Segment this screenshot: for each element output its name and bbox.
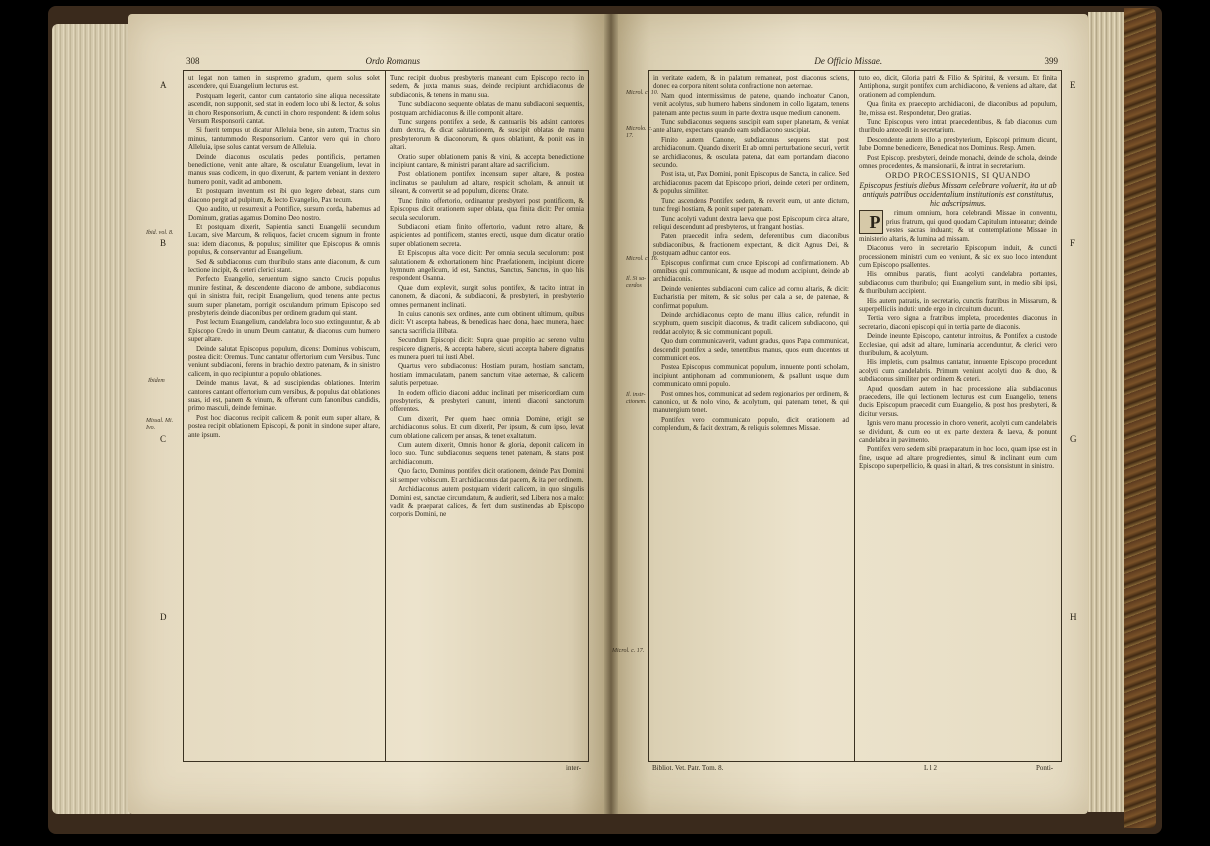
right-page-number: 399 — [1044, 56, 1058, 66]
right-column-1 — [653, 74, 849, 758]
paragraph: tuto eo, dicit, Gloria patri & Filio & Spiritui, & versum. Et finita Antiphona, surgit pontifex cum archidiacono, & veniens ad altare, dat orationem ad complendum. — [859, 74, 1057, 99]
signature-line: Bibliot. Vet. Patr. Tom. 8. — [652, 764, 724, 772]
paragraph: Tunc Episcopus vero intrat praecedentibus, & fab diaconus cum thuribulo antecedit in secretarium. — [859, 118, 1057, 135]
paragraph: Tunc acolyti vadunt dextra laeva que post Episcopum circa altare, reliqui descendunt ad presbyteros, ut frangant hostias. — [653, 214, 849, 231]
right-page-edges — [1088, 12, 1128, 812]
margin-note: Microl. c. 17. — [612, 648, 645, 654]
signature-mark: L l 2 — [924, 764, 937, 772]
margin-note: Microlo. c. 17. — [626, 126, 653, 139]
paragraph: Deinde archidiaconus cepto de manu illius calice, refundit in scyphum, quem suscipit diaconus, & tradit calicem subdiacono, qui reddat acolyto; & sic communicant populi. — [653, 310, 849, 336]
section-heading: ORDO PROCESSIONIS, SI QUANDO — [885, 171, 1031, 181]
paragraph: Post ista, ut, Pax Domini, ponit Episcopus de Sancta, in calice. Sed archidiaconus pacem dat Episcopo priori, deinde ceteri per ordinem, & populus similiter. — [653, 170, 849, 196]
left-page-number: 308 — [186, 56, 200, 66]
margin-note: Microl. c. 16. — [626, 256, 659, 262]
paragraph: Et postquam dixerit, Sapientia sancti Euangelii secundum Lucam, sive Marcum, & reliquos, faciet crucem signum in fronte sua: idem diaconus, & populus; similiter que Episcopus & omnis populus, & conservantur ad Euangelium. — [188, 222, 380, 257]
paragraph: Tunc surgens pontifex a sede, & cantuariis bis adsint cantores dum dextra, & dicat salutationem, & suscipit oblatas de manu presbyterorum & diaconorum, & quos oblatiunt, & ponit eas in altari. — [390, 118, 584, 152]
right-column-rule — [854, 71, 855, 761]
paragraph: Deinde manus lavat, & ad suscipiendas oblationes. Interim cantores cantant offertorium cum versibus, & populus dat oblationes suas, id est, panem & vinum, & offerunt cum fanonibus candidis, primo masculi, deinde feminae. — [188, 379, 380, 413]
paragraph: Quo dum communicaverit, vadunt gradus, quos Papa communicat, descendit pontifex a sede, tenentibus manus, quos eum ducentes ut communicet eos. — [653, 337, 849, 362]
left-running-head — [186, 56, 586, 66]
paragraph: Postquam legerit, cantor cum cantatorio sine aliqua necessitate ascendit, non supponit, sed stat in eodem loco ubi & lector, & solus in choro Responsorium, & cuncti in choro respondent: & idem solus Versum Responsorii cantat. — [188, 91, 380, 126]
paragraph: Deinde salutat Episcopus populum, dicens: Dominus vobiscum, postea dicit: Oremus. Tunc cantatur offertorium cum Versibus. Tunc veniunt subdiaconi, ferens in brachio dextro patenam, & in sinistro calicem, in quo recipiuntur a populo oblationes. — [188, 344, 380, 378]
left-column-2 — [390, 74, 584, 758]
left-catchword: inter- — [566, 764, 582, 772]
paragraph: Et Episcopus alta voce dicit: Per omnia secula seculorum: post salutationem & exhortationem hinc Praefationem, incipiunt dicere hymnum angelicum, id est, Sanctus, Sanctus, Sanctus, in quo his respondent Osanna. — [390, 249, 584, 283]
leather-cover — [1124, 8, 1156, 828]
margin-letter-g: G — [1070, 434, 1077, 444]
section-subheading: Episcopus festiuis diebus Missam celebrare voluerit, ita ut ab antiquis patribus occidentalium institutionis est constitutus, hic adscripsimus. — [859, 181, 1057, 209]
paragraph: Tunc subdiacono sequente oblatas de manu subdiaconi sequentis, postquam archidiaconus & ille componit altare. — [390, 100, 584, 117]
right-text-frame — [648, 70, 1062, 762]
paragraph: Episcopus confirmat cum cruce Episcopi ad confirmationem. Ab omnibus qui communicant, & usque ad modum accipiunt, deinde ab archidiaconis. — [653, 258, 849, 284]
right-column-2 — [859, 74, 1057, 758]
paragraph: Post omnes hos, communicat ad sedem regionarios per ordinem, & canonico, ut & nolo vino, & acolytum, qui patenam tenet, & qui manutergium tenet. — [653, 389, 849, 415]
paragraph: Sed & subdiaconus cum thuribulo stans ante diaconum, & cum lectione incipit, & ceteri clerici stant. — [188, 257, 380, 274]
paragraph: Diaconus vero in secretario Episcopum induit, & cuncti processionem ministri cum eo veniunt, & sic ex suo loco intendunt cum Episcopo psallentes. — [859, 244, 1057, 269]
margin-letter-d: D — [160, 612, 167, 622]
paragraph: Quo audito, ut resurrexit a Pontifice, sursum corda, habemus ad Dominum, gratias agamus Domino Deo nostro. — [188, 205, 380, 222]
paragraph: Et postquam inventum est ibi quo legere debeat, stans cum diacono pergit ad pulpitum, & lecto Evangelio, Pax tecum. — [188, 187, 380, 204]
paragraph: Qua finita ex praecepto archidiaconi, de diaconibus ad populum, Ite, missa est. Respondetur, Deo gratias. — [859, 100, 1057, 117]
paragraph: In eodem officio diaconi adduc inclinati per misericordiam cum presbyteris, & presbyteri canunt, intenti diaconi sanctorum offerentes. — [390, 388, 584, 414]
paragraph: Nam quod intermissimus de patene, quando inchoatur Canon, venit acolytus, sub humero habens sindonem in collo ligatam, tenens patenam ante pectus suum in parte dextra usque medium canonem. — [653, 91, 849, 117]
paragraph: in veritate eadem, & in palatum remaneat, post diaconus sciens, donec ea corpora nitent soluta confractione non aeternae. — [653, 74, 849, 91]
paragraph: Ignis vero manu processio in choro venerit, acolyti cum candelabris se dividunt, & cum eo ut ex parte dextera & laeva, & ponunt candelabra in pavimento. — [859, 419, 1057, 445]
paragraph: Deinde ineunte Episcopo, cantetur introitus, & Pontifex a custode Ecclesiae, qui adsit ad altare, luminaria accenduntur, & clerici vero thuribulum, & acolytum. — [859, 332, 1057, 357]
margin-note: Il. Si sa- cerdos — [626, 276, 647, 289]
paragraph: Quae dum explevit, surgit solus pontifex, & tacito intrat in canonem, & diaconi, & subdiaconi, & presbyteri, in presbyterio omnes permanent inclinati. — [390, 283, 584, 309]
left-text-frame — [183, 70, 589, 762]
paragraph: Tunc ascendens Pontifex sedem, & reverit eum, ut ante dictum, tunc fregi hostiam, & ponit super patenam. — [653, 196, 849, 214]
paragraph: Quo facto, Dominus pontifex dicit orationem, deinde Pax Domini sit semper vobiscum. Et archidiaconus dat pacem, & ita per ordinem. — [390, 467, 584, 484]
book-gutter — [604, 14, 618, 814]
paragraph: Apud quosdam autem in hac processione alia subdiaconus praecedens, ille qui lectionem lecturus est cum Euangelio, tenens ducis Episcopum praecedit cum Euangelio, & post hos presbyteri, & dicitur versus. — [859, 384, 1057, 418]
paragraph: Tunc finito offertorio, ordinantur presbyteri post pontificem, & Episcopus dicit orationem super oblata, qua finita dicit: Per omnia secula seculorum. — [390, 196, 584, 222]
paragraph: Tunc subdiaconus sequens suscipit eam super planetam, & veniat ante altare, expectans quando eam subdiacono suscipiat. — [653, 118, 849, 135]
paragraph: Secundum Episcopi dicit: Supra quae propitio ac sereno vultu respicere digneris, & accepta habere, sicuti accepta habere dignatus es munera pueri tui iusti Abel. — [390, 336, 584, 361]
margin-note: Ibidem — [148, 378, 165, 384]
paragraph: Finito autem Canone, subdiaconus sequens stat post archidiaconum. Quando dixerit Et ab omni perturbatione securi, vertit se archidiaconus, & osculata patena, dat eam portandam diacono secundo. — [653, 135, 849, 170]
margin-letter-b: B — [160, 238, 167, 248]
paragraph: Si fuerit tempus ut dicatur Alleluia bene, sin autem, Tractus sin minus, tantummodo Responsorium. Cantor vero qui in choro Alleluia, ipse solus cantat versum de Alleluia. — [188, 126, 380, 152]
left-column-1 — [188, 74, 380, 758]
paragraph: His omnibus paratis, fiunt acolyti candelabra portantes, subdiaconus cum thuribulo; qui Euangelium sunt, in medio sibi ipsi, & thuribulum accipient. — [859, 270, 1057, 296]
paragraph: Post Episcop. presbyteri, deinde monachi, deinde de schola, deinde omnes procedentes, & mansionarii, & intrat in secretarium. — [859, 153, 1057, 171]
margin-letter-f: F — [1070, 238, 1076, 248]
paragraph: Pontifex vero sedem sibi praeparatum in hoc loco, quam ipse est in fine, usque ad altare progredientes, simul & inclinant eum cum Episcopo superpellicio, & quasi in altari, & tres consistunt in sinistro. — [859, 445, 1057, 471]
margin-note: Microl. c. 10. — [626, 90, 659, 96]
paragraph: Subdiaconi etiam finito offertorio, vadunt retro altare, & aspicientes ad pontificem, stantes erecti, usque dum dicatur oratio super oblationem secreta. — [390, 222, 584, 248]
paragraph: Tunc recipit duobus presbyteris maneant cum Episcopo recto in sedem, & juxta manus suas, deinde recipiunt archidiaconus de subdiaconis, & tenens in manu sua. — [390, 74, 584, 99]
paragraph: In cuius canonis sex ordines, ante cum obtinent ultimum, quibus dicit: Vt ascepta habeas, & benedicas haec dona, haec munera, haec sancta sacrificia illibata. — [390, 309, 584, 335]
paragraph: Deinde venientes subdiaconi cum calice ad cornu altaris, & dicit: Eucharistia per mitem, & sic solus per cala a se, de patenae, & confirmat populum. — [653, 284, 849, 310]
margin-note: Il. instr- ctionem. — [626, 392, 647, 405]
paragraph: Pontifex vero communicato populo, dicit orationem ad complendum, & facit dextram, & reliquis solemnes Missae. — [653, 415, 849, 433]
paragraph: Paten praecedit infra sedem, deferentibus cum diaconibus subdiaconibus, & fractionem expectant, & dicit Agnus Dei, & postquam adhuc cantor eos. — [653, 232, 849, 258]
left-column-rule — [385, 71, 386, 761]
paragraph: Cum dixerit, Per quem haec omnia Domine, erigit se archidiaconus solus. Et cum dixerit, Per ipsum, & cum ipso, levat cum oblatione calicem per ansas, & tenet exaltatum. — [390, 414, 584, 440]
paragraph: Tertia vero signa a fratribus impleta, procedentes diaconus in secretario, diaconi episcopi qui in tertia parte de diaconis. — [859, 314, 1057, 331]
paragraph: Post lectum Euangelium, candelabra loco suo extinguuntur, & ab Episcopo Credo in unum Deum cantatur, & diaconus cum humero super altare. — [188, 318, 380, 344]
paragraph: Cum autem dixerit, Omnis honor & gloria, deponit calicem in loco suo. Tunc subdiaconus sequens tenet patenam, & stans post archidiaconum. — [390, 441, 584, 466]
margin-note: Missal. Mi. Ivo. — [146, 418, 174, 431]
paragraph: ut legat non tamen in suspremo gradum, quem solus solet ascendere, qui Euangelium lecturus est. — [188, 74, 380, 91]
paragraph: Oratio super oblationem panis & vini, & accepta benedictione incipiunt cantare, & ministri parant altare ad sacrificium. — [390, 152, 584, 170]
drop-cap-initial: P — [859, 210, 883, 234]
left-running-title: Ordo Romanus — [365, 56, 420, 66]
right-running-title: De Officio Missae. — [814, 56, 883, 66]
paragraph: Archidiaconus autem postquam viderit calicem, in quo singulis Domini est, sanctae circumdatum, & audierit, sed Libera nos a malo: vadit & praeparat calices, & fert dum sustinendas ab Episcopo corporis Domini, ne — [390, 485, 584, 519]
paragraph: Perfecto Euangelio, seruentum signo sancto Crucis populus munire festinat, & descendente diacono de ambone, subdiaconus qui in sinistra fuit, recipit Euangelium, quod tenens ante pectus suum super planetam, porrigit osculandum primum Episcopo sed presbyteris deinde diaconibus per ordinem gradum qui stant. — [188, 275, 380, 317]
left-page-edges — [52, 24, 130, 814]
paragraph: His impletis, cum psalmus cantatur, innuente Episcopo procedunt acolyti cum candelabris. Primum veniunt acolyti duo & duo, & subdiaconus similiter per ordinem & ceteri. — [859, 358, 1057, 384]
paragraph: His autem patratis, in secretario, cunctis fratribus in Missarum, & superpelliciis induti: unde ergo in circuitum ducunt. — [859, 296, 1057, 313]
paragraph: Descendente autem illo a presbyterium, Episcopi primum dicunt, Iube Domne benedicere, Benedicat nos Dominus. Resp. Amen. — [859, 135, 1057, 153]
paragraph: Quartus vero subdiaconus: Hostiam puram, hostiam sanctam, hostiam immaculatam, panem sanctum vitae aeternae, & calicem salutis perpetuae. — [390, 362, 584, 388]
paragraph: Deinde diaconus osculatis pedes pontificis, pertamen benedictione, venit ante altare, & osculatur Euangelium, levat in manus suas codicem, in quo dixerunt, & partem veniant in dextero humero ponit, vadit ad ambonem. — [188, 152, 380, 186]
paragraph: Post oblationem pontifex incensum super altare, & postea inclinatus se paululum ad altare, respicit scholam, & annuit ut sileant, & convertit se ad populum, dicens: Orate. — [390, 170, 584, 196]
right-running-head — [652, 56, 1058, 66]
margin-letter-c: C — [160, 434, 167, 444]
paragraph: Post hoc diaconus recipit calicem & ponit eum super altare, & postea recipit oblationem Episcopi, & ponit in sindone super altare, ante ipsum. — [188, 413, 380, 439]
paragraph: Postea Episcopus communicat populum, innuente ponti scholam, incipiunt antiphonam ad communionem, & psallunt usque dum communicato omni populo. — [653, 363, 849, 389]
paragraph: rimum omnium, hora celebrandi Missae in conventu, prius fratrum, qui quod quodam Capitulum intueatur; deinde vestes sacras induant; & ut contemplatione Missae in ministerio altaris, & lumina ad missam. — [859, 209, 1057, 243]
margin-letter-h: H — [1070, 612, 1077, 622]
margin-letter-e: E — [1070, 80, 1076, 90]
margin-note: Ibid. vol. 8. — [146, 230, 174, 236]
right-catchword: Ponti- — [1036, 764, 1054, 772]
margin-letter-a: A — [160, 80, 167, 90]
